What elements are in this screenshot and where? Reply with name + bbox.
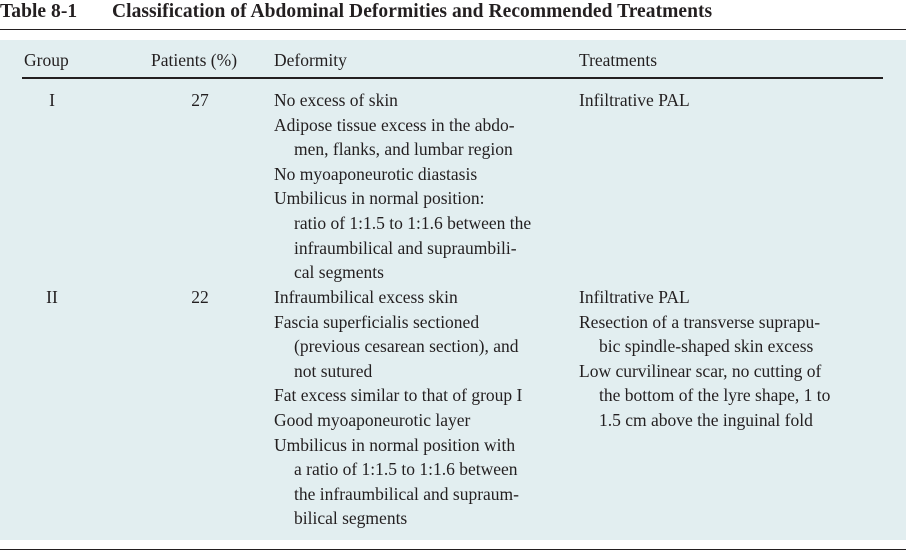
table-title — [0, 0, 712, 26]
treatment-line: Infiltrative PAL — [579, 90, 690, 110]
deformity-line: a ratio of 1:1.5 to 1:1.6 between — [294, 459, 518, 480]
row-1-deformity — [274, 88, 531, 285]
header-deformity: Deformity — [274, 50, 347, 70]
header-rule — [22, 77, 883, 79]
deformity-line: No myoaponeurotic diastasis — [274, 163, 478, 184]
row-1-group: I — [49, 90, 55, 110]
deformity-line: No excess of skin — [274, 90, 398, 110]
treatment-line: Infiltrative PAL — [579, 287, 690, 307]
header-patients: Patients (%) — [151, 50, 238, 70]
table-number: Table 8-1 — [0, 1, 78, 22]
header-treatments: Treatments — [579, 50, 658, 70]
row-1-treatments — [579, 88, 690, 113]
deformity-line: bilical segments — [294, 508, 408, 529]
treatment-line: 1.5 cm above the inguinal fold — [599, 409, 813, 430]
deformity-line: not sutured — [294, 360, 373, 381]
deformity-line: Umbilicus in normal position: — [274, 188, 485, 209]
deformity-line: infraumbilical and supraumbili- — [294, 237, 517, 258]
deformity-line: Fat excess similar to that of group I — [274, 385, 523, 406]
deformity-line: Adipose tissue excess in the abdo- — [274, 114, 515, 135]
treatment-line: the bottom of the lyre shape, 1 to — [599, 385, 831, 406]
bottom-rule — [0, 549, 906, 550]
deformity-line: Infraumbilical excess skin — [274, 287, 458, 307]
deformity-line: Fascia superficialis sectioned — [274, 311, 480, 332]
header-group: Group — [24, 50, 69, 70]
deformity-line: Good myoaponeurotic layer — [274, 409, 471, 430]
title-rule — [0, 29, 906, 30]
deformity-line: (previous cesarean section), and — [294, 336, 519, 357]
row-2-patients: 22 — [191, 287, 209, 307]
treatment-line: bic spindle-shaped skin excess — [599, 336, 814, 357]
row-2-deformity — [274, 285, 522, 531]
treatment-line: Resection of a transverse suprapu- — [579, 311, 821, 332]
deformity-line: ratio of 1:1.5 to 1:1.6 between the — [294, 212, 532, 233]
deformity-line: Umbilicus in normal position with — [274, 434, 516, 455]
row-2-group: II — [46, 287, 58, 307]
row-1-patients: 27 — [191, 90, 209, 110]
row-2-treatments — [579, 285, 830, 433]
table-caption: Classification of Abdominal Deformities and Recommended Treatments — [112, 1, 713, 22]
deformity-line: men, flanks, and lumbar region — [294, 139, 513, 160]
deformity-line: the infraumbilical and supraum- — [294, 483, 519, 504]
treatment-line: Low curvilinear scar, no cutting of — [579, 360, 822, 381]
deformity-line: cal segments — [294, 262, 384, 283]
